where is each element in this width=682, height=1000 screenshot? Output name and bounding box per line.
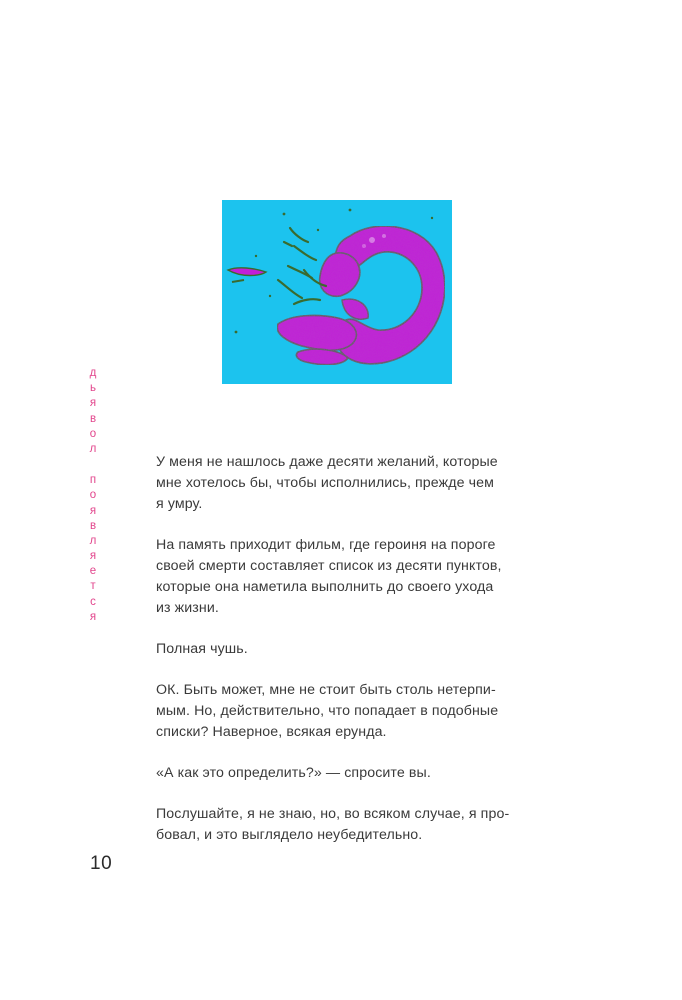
text-line: мым. Но, действительно, что попадает в подобные [156, 703, 499, 719]
running-head-letter: ь [90, 382, 96, 395]
running-head-letter: л [89, 534, 97, 547]
text-line: своей смерти составляет список из десяти пунктов, [156, 558, 502, 574]
text-line: я умру. [156, 496, 203, 512]
paragraph [156, 804, 522, 846]
main-text [156, 452, 522, 866]
running-head-letter: в [89, 519, 97, 532]
text-line: списки? Наверное, всякая ерунда. [156, 724, 387, 740]
running-head-letter: я [89, 397, 97, 410]
text-line: У меня не нашлось даже десяти желаний, которые [156, 454, 498, 470]
cat-illustration [222, 200, 452, 384]
paragraph [156, 535, 522, 619]
text-line: ОК. Быть может, мне не стоит быть столь нетерпи- [156, 682, 496, 698]
cat-drawing [222, 200, 452, 384]
text-line: Полная чушь. [156, 641, 248, 657]
text-line: мне хотелось бы, чтобы исполнились, прежде чем [156, 475, 494, 491]
running-head-letter: п [89, 474, 97, 487]
running-head-letter: л [89, 442, 97, 455]
running-head-vertical [86, 366, 100, 625]
page-number: 10 [90, 853, 113, 874]
text-line: На память приходит фильм, где героиня на пороге [156, 537, 496, 553]
running-head-letter: с [90, 595, 96, 608]
running-head-letter: е [89, 565, 97, 578]
running-head-letter: о [89, 427, 97, 440]
paragraph [156, 639, 522, 660]
text-line: Послушайте, я не знаю, но, во всяком случае, я про- [156, 806, 510, 822]
running-head-letter: о [89, 489, 97, 502]
running-head-letter: в [89, 412, 97, 425]
running-head-letter: д [89, 367, 97, 379]
text-line: «А как это определить?» — спросите вы. [156, 765, 431, 781]
running-head-letter: я [89, 610, 97, 623]
paragraph [156, 763, 522, 784]
text-line: из жизни. [156, 600, 219, 616]
text-line: бовал, и это выглядело неубедительно. [156, 827, 423, 843]
text-line: которые она наметила выполнить до своего ухода [156, 579, 494, 595]
paragraph [156, 452, 522, 515]
running-head-letter: т [90, 580, 96, 593]
running-head-letter: я [89, 504, 97, 517]
paragraph [156, 680, 522, 743]
running-head-letter: я [89, 550, 97, 563]
